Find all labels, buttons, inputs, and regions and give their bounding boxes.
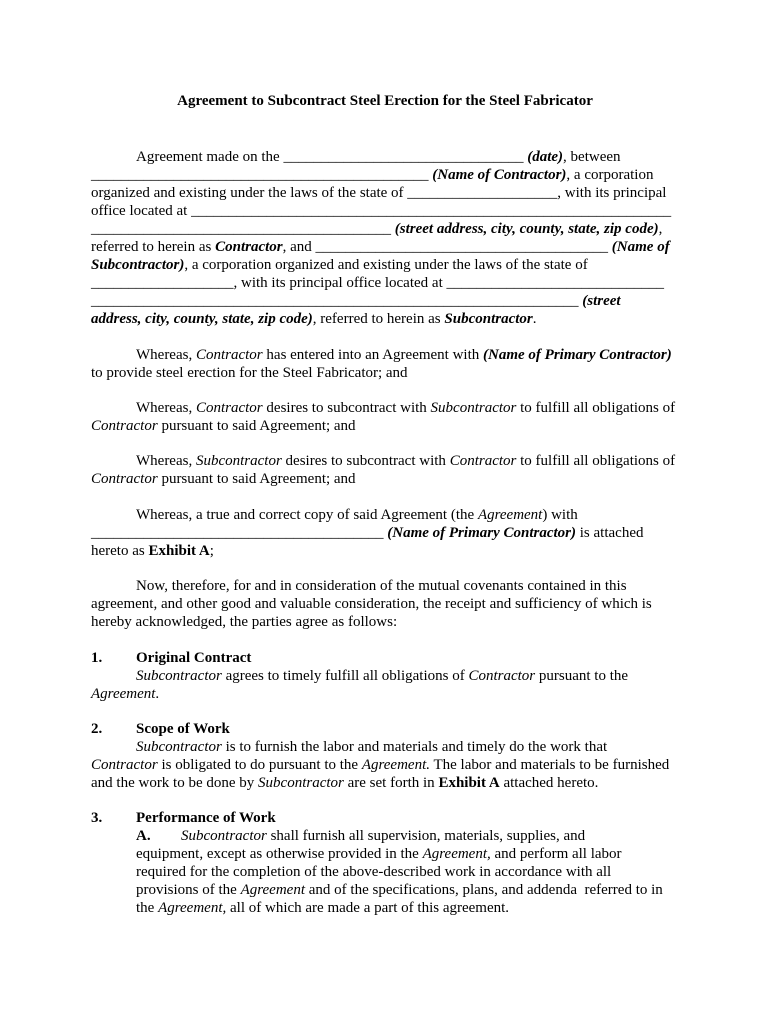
subcontractor-term: Subcontractor [181, 828, 267, 844]
agreement-term: Agreement [477, 507, 543, 523]
whereas-text: desires to subcontract with [281, 453, 450, 469]
subcontractor-term: Subcontractor [258, 775, 344, 791]
contractor-term: Contractor [215, 239, 283, 255]
whereas-text: Whereas, [136, 347, 196, 363]
intro-line-2 [91, 166, 653, 184]
subcontractor-term: Subcontractor [136, 668, 222, 684]
section-text: attached hereto. [499, 775, 599, 791]
section-text: shall furnish all supervision, materials, supplies, and [266, 828, 586, 844]
agreement-term: Agreement. [361, 757, 430, 773]
whereas-text: hereto as [91, 543, 149, 559]
section-text: pursuant to the [535, 668, 629, 684]
section-2-number: 2. [91, 721, 103, 737]
whereas-text: to fulfill all obligations of [516, 453, 676, 469]
intro-line-8: ___________________, with its principal office located at _____________________________ [91, 275, 664, 291]
whereas-4-line-2 [91, 524, 643, 542]
subcontractor-term: Subcontractor [444, 311, 533, 327]
primary-contractor-placeholder: (Name of Primary Contractor) [483, 347, 672, 363]
intro-text: . [532, 311, 537, 327]
whereas-4-line-3 [91, 542, 214, 560]
exhibit-a-reference: Exhibit A [148, 543, 210, 559]
now-therefore-line-1: Now, therefore, for and in consideration of the mutual covenants contained in this [136, 578, 627, 594]
section-1-line-1 [136, 667, 628, 685]
section-3-number: 3. [91, 810, 103, 826]
intro-line-7 [91, 256, 588, 274]
contractor-term: Contractor [91, 471, 158, 487]
intro-line-1 [136, 148, 621, 166]
whereas-text: Whereas, a true and correct copy of said Agreement (the [136, 507, 478, 523]
intro-line-6 [91, 238, 670, 256]
address-placeholder-end: address, city, county, state, zip code) [91, 311, 313, 327]
whereas-2-line-2 [91, 417, 356, 435]
section-text: and the work to be done by [91, 775, 259, 791]
whereas-text: pursuant to said Agreement; and [157, 418, 356, 434]
agreement-term: Agreement, [422, 846, 491, 862]
section-2-line-2 [91, 756, 669, 774]
whereas-text: Whereas, [136, 453, 196, 469]
whereas-3-line-2 [91, 470, 356, 488]
intro-text: _________________________________________________________________ [91, 293, 583, 309]
section-3-line-3: required for the completion of the above-described work in accordance with all [136, 864, 612, 880]
section-1-number: 1. [91, 650, 103, 666]
whereas-text: pursuant to said Agreement; and [157, 471, 356, 487]
address-placeholder: (street [582, 293, 621, 309]
whereas-1-line-2: to provide steel erection for the Steel Fabricator; and [91, 365, 408, 381]
whereas-text: desires to subcontract with [262, 400, 431, 416]
contractor-name-placeholder: (Name of Contractor) [432, 167, 567, 183]
subcontractor-term: Subcontractor [136, 739, 222, 755]
agreement-term: Agreement, [158, 900, 227, 916]
section-text: . [155, 686, 160, 702]
whereas-3-line-1 [136, 452, 675, 470]
whereas-text: ; [209, 543, 214, 559]
contractor-term: Contractor [195, 400, 263, 416]
now-therefore-line-3: hereby acknowledged, the parties agree as follows: [91, 614, 398, 630]
whereas-text: ) with [542, 507, 578, 523]
subcontractor-name-placeholder-end: Subcontractor) [91, 257, 185, 273]
now-therefore-line-2: agreement, and other good and valuable consideration, the receipt and sufficiency of which is [91, 596, 652, 612]
subcontractor-term: Subcontractor [195, 453, 282, 469]
section-text: equipment, except as otherwise provided in the [136, 846, 423, 862]
intro-text: Agreement made on the ________________________________ [136, 149, 528, 165]
primary-contractor-placeholder: (Name of Primary Contractor) [387, 525, 576, 541]
section-3-line-1 [181, 827, 585, 845]
section-3-line-4 [136, 881, 663, 899]
section-text: agrees to timely fulfill all obligations of [221, 668, 469, 684]
section-text: is to furnish the labor and materials and timely do the work that [221, 739, 608, 755]
section-text: provisions of the [136, 882, 241, 898]
whereas-text: _______________________________________ [91, 525, 388, 541]
intro-line-9 [91, 292, 621, 310]
intro-text: , [658, 221, 663, 237]
whereas-text: to fulfill all obligations of [516, 400, 676, 416]
contractor-term: Contractor [91, 757, 158, 773]
whereas-text: is attached [576, 525, 644, 541]
section-1-heading: Original Contract [136, 650, 252, 666]
contractor-term: Contractor [195, 347, 263, 363]
section-3-line-2 [136, 845, 622, 863]
intro-text: , between [563, 149, 621, 165]
agreement-term: Agreement [240, 882, 305, 898]
section-2-heading: Scope of Work [136, 721, 230, 737]
document-title: Agreement to Subcontract Steel Erection for the Steel Fabricator [177, 93, 593, 109]
intro-text: referred to herein as [91, 239, 216, 255]
section-text: and perform all labor [490, 846, 622, 862]
intro-text: _____________________________________________ [91, 167, 433, 183]
section-text: and of the specifications, plans, and addenda referred to in [305, 882, 663, 898]
whereas-text: has entered into an Agreement with [262, 347, 484, 363]
section-1-line-2 [91, 685, 159, 703]
intro-text: , referred to herein as [312, 311, 445, 327]
exhibit-a-reference: Exhibit A [438, 775, 500, 791]
section-text: the [136, 900, 159, 916]
section-3-heading: Performance of Work [136, 810, 276, 826]
section-2-line-1 [136, 738, 607, 756]
section-3-subsection-letter: A. [136, 828, 151, 844]
subcontractor-name-placeholder: (Name of [611, 239, 670, 255]
intro-text: , a corporation [566, 167, 654, 183]
address-placeholder: (street address, city, county, state, zip code) [394, 221, 659, 237]
subcontractor-term: Subcontractor [430, 400, 517, 416]
contractor-term: Contractor [468, 668, 536, 684]
agreement-term: Agreement [91, 686, 156, 702]
section-2-line-3 [91, 774, 598, 792]
section-3-line-5 [136, 899, 509, 917]
contractor-term: Contractor [449, 453, 517, 469]
intro-text: ________________________________________ [91, 221, 395, 237]
whereas-text: Whereas, [136, 400, 196, 416]
section-text: are set forth in [343, 775, 439, 791]
contractor-term: Contractor [91, 418, 158, 434]
intro-line-3: organized and existing under the laws of the state of ____________________, with its principal [91, 185, 667, 201]
section-text: is obligated to do pursuant to the [157, 757, 362, 773]
intro-line-10 [91, 310, 537, 328]
whereas-1-line-1 [136, 346, 672, 364]
whereas-4-line-1 [136, 506, 578, 524]
date-placeholder: (date) [527, 149, 564, 165]
whereas-2-line-1 [136, 399, 675, 417]
intro-line-5 [91, 220, 662, 238]
intro-text: , a corporation organized and existing under the laws of the state of [184, 257, 588, 273]
intro-line-4: office located at ________________________________________________________________ [91, 203, 672, 219]
intro-text: , and _______________________________________ [282, 239, 612, 255]
section-text: The labor and materials to be furnished [430, 757, 670, 773]
section-text: all of which are made a part of this agreement. [226, 900, 510, 916]
